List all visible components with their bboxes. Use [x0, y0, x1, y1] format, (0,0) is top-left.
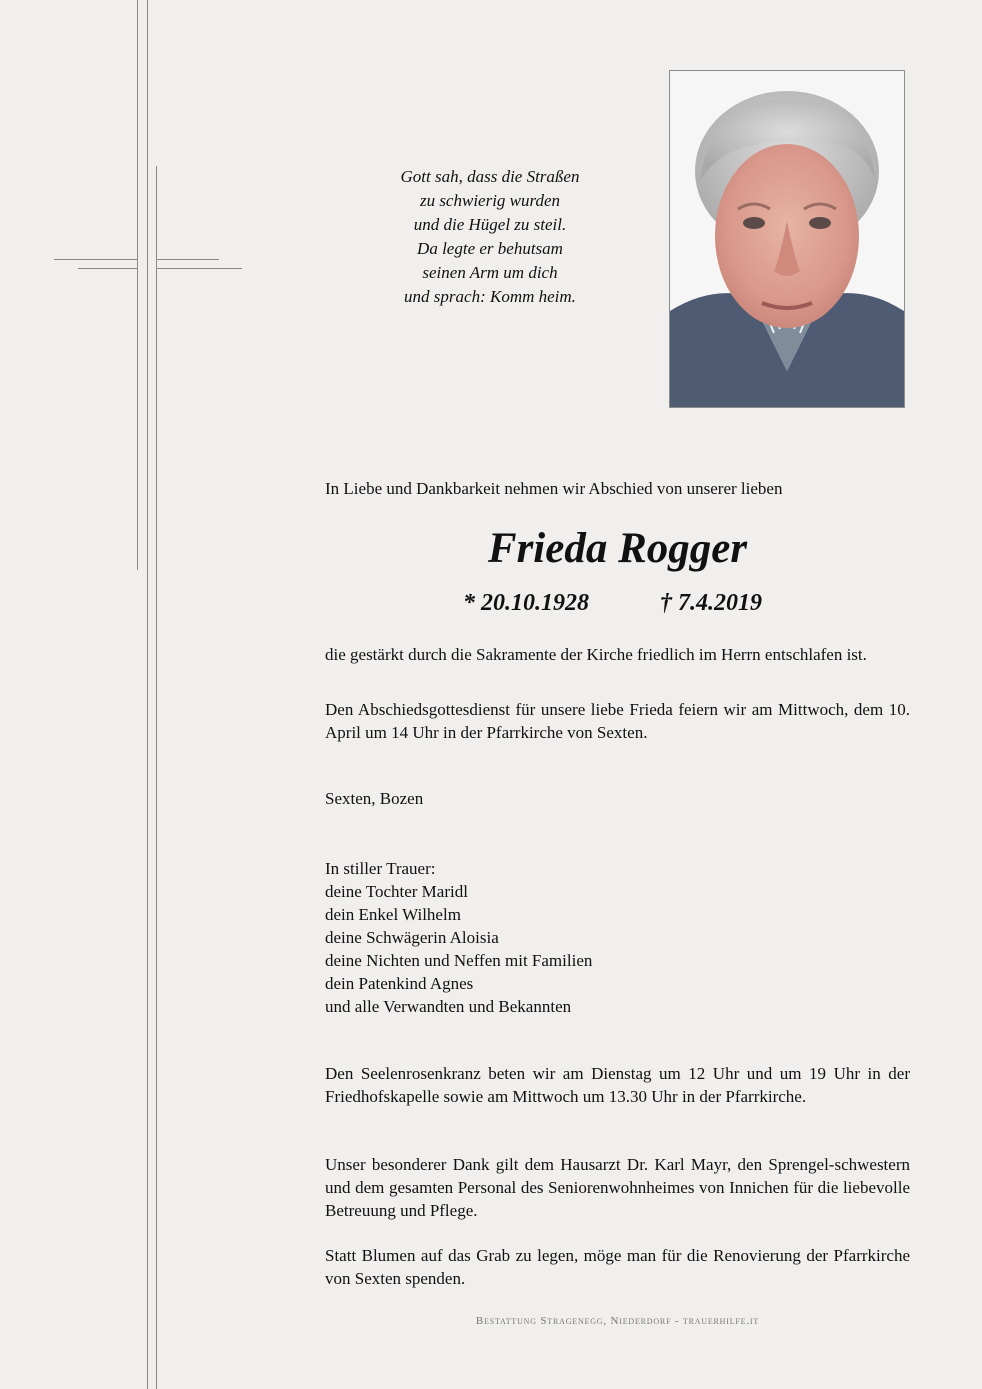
- death-date: † 7.4.2019: [660, 590, 762, 616]
- cross-horizontal-line: [54, 259, 138, 260]
- poem-line: Gott sah, dass die Straßen: [400, 167, 580, 186]
- poem: [340, 165, 640, 309]
- mourners-line: deine Tochter Maridl: [325, 882, 468, 901]
- birth-date: * 20.10.1928: [463, 590, 589, 616]
- portrait-illustration: [670, 71, 904, 407]
- cross-horizontal-line: [156, 259, 219, 260]
- cross-horizontal-line: [78, 268, 138, 269]
- portrait-photo: [669, 70, 905, 408]
- sacraments-paragraph: die gestärkt durch die Sakramente der Kirche friedlich im Herrn entschlafen ist.: [325, 645, 867, 664]
- footer-credit: Bestattung Stragenegg, Niederdorf - trauerhilfe.it: [475, 1315, 760, 1327]
- intro-text: In Liebe und Dankbarkeit nehmen wir Abschied von unserer lieben: [325, 479, 783, 498]
- mourners-line: und alle Verwandten und Bekannten: [325, 997, 572, 1016]
- mourners-line: deine Nichten und Neffen mit Familien: [325, 951, 593, 970]
- thanks-paragraph: Unser besonderer Dank gilt dem Hausarzt Dr. Karl Mayr, den Sprengel-schwestern und dem gesamten Personal des Seniorenwohnheimes von Innichen für die liebevolle Betreuung und Pflege.: [325, 1155, 910, 1220]
- mourners-line: dein Enkel Wilhelm: [325, 905, 461, 924]
- poem-line: seinen Arm um dich: [422, 263, 558, 282]
- mourners-list: [325, 857, 592, 1018]
- cross-vertical-line: [137, 0, 138, 570]
- mourners-line: deine Schwägerin Aloisia: [325, 928, 499, 947]
- poem-line: Da legte er behutsam: [417, 239, 563, 258]
- funeral-service-paragraph: Den Abschiedsgottesdienst für unsere liebe Frieda feiern wir am Mittwoch, dem 10. April um 14 Uhr in der Pfarrkirche von Sexten.: [325, 700, 910, 742]
- border-line: [147, 0, 148, 1389]
- mourners-line: dein Patenkind Agnes: [325, 974, 474, 993]
- poem-line: und sprach: Komm heim.: [404, 287, 576, 306]
- poem-line: und die Hügel zu steil.: [413, 215, 567, 234]
- rosary-paragraph: Den Seelenrosenkranz beten wir am Dienstag um 12 Uhr und um 19 Uhr in der Friedhofskapelle sowie am Mittwoch um 13.30 Uhr in der Pfarrkirche.: [325, 1064, 910, 1106]
- poem-line: zu schwierig wurden: [419, 191, 561, 210]
- donation-paragraph: Statt Blumen auf das Grab zu legen, möge man für die Renovierung der Pfarrkirche von Sexten spenden.: [325, 1246, 910, 1288]
- deceased-name: Frieda Rogger: [487, 525, 748, 572]
- place-line: Sexten, Bozen: [325, 789, 424, 808]
- cross-vertical-line: [156, 166, 157, 1389]
- mourners-line: In stiller Trauer:: [325, 859, 436, 878]
- cross-horizontal-line: [156, 268, 242, 269]
